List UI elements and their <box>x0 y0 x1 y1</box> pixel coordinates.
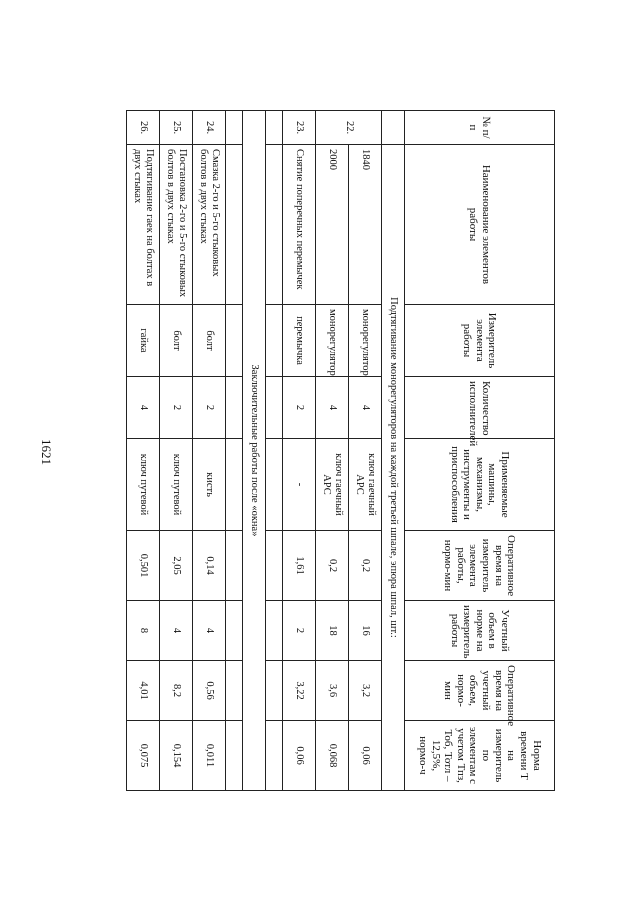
row-volume: 8 <box>127 601 160 661</box>
row-unit: болт <box>193 305 226 377</box>
row-workers: 4 <box>316 377 349 439</box>
row-name: Подтягивание гаек на болтах в двух стыках <box>127 145 160 305</box>
row-workers: 2 <box>283 377 316 439</box>
row-norm: 0,06 <box>349 721 382 791</box>
row-tools: кисть <box>193 439 226 531</box>
row-number: 26. <box>127 111 160 145</box>
spacer-row <box>226 111 243 791</box>
table-row <box>127 111 160 791</box>
row-norm: 0,06 <box>283 721 316 791</box>
row-volume: 4 <box>193 601 226 661</box>
row-unit: монорегулятор <box>349 305 382 377</box>
row-op-total: 3,22 <box>283 661 316 721</box>
row-op-total: 4,01 <box>127 661 160 721</box>
header-op-time: Оперативное время на измеритель элемента работы, нормо-мин <box>405 531 555 601</box>
row-tools: ключ путевой <box>127 439 160 531</box>
row-number: 22. <box>316 111 382 145</box>
table-row <box>316 111 349 791</box>
table-header-row <box>405 111 555 791</box>
row-volume: 18 <box>316 601 349 661</box>
row-norm: 0,154 <box>160 721 193 791</box>
row-name: Снятие поперечных перемычек <box>283 145 316 305</box>
row-name: 2000 <box>316 145 349 305</box>
row-tools: ключ гаечный АРС <box>316 439 349 531</box>
row-op-total: 3,6 <box>316 661 349 721</box>
row-unit: болт <box>160 305 193 377</box>
row-tools: - <box>283 439 316 531</box>
table-row <box>160 111 193 791</box>
header-element-name: Наименование элементов работы <box>405 145 555 305</box>
header-op-total: Оперативное время на учетный объем, нормо-мин <box>405 661 555 721</box>
row-name: 1840 <box>349 145 382 305</box>
row-op-time: 0,2 <box>316 531 349 601</box>
row-op-total: 8,2 <box>160 661 193 721</box>
row-workers: 4 <box>127 377 160 439</box>
row-tools: ключ путевой <box>160 439 193 531</box>
row-name: Смазка 2-го и 5-го стыковых болтов в двух стыках <box>193 145 226 305</box>
row-volume: 4 <box>160 601 193 661</box>
header-number: № п/п <box>405 111 555 145</box>
row-volume: 16 <box>349 601 382 661</box>
row-unit: монорегулятор <box>316 305 349 377</box>
row-workers: 4 <box>349 377 382 439</box>
row-number: 25. <box>160 111 193 145</box>
row-op-time: 0,2 <box>349 531 382 601</box>
section-row <box>382 111 405 791</box>
row-op-time: 1,61 <box>283 531 316 601</box>
row-unit: перемычка <box>283 305 316 377</box>
table-row <box>349 111 382 791</box>
header-volume: Учетный объем в норме на измеритель работы <box>405 601 555 661</box>
section-row <box>243 111 266 791</box>
row-name: Постановка 2-го и 5-го стыковых болтов в двух стыках <box>160 145 193 305</box>
row-norm: 0,068 <box>316 721 349 791</box>
header-tools: Применяемые машины, механизмы, инструменты и приспособления <box>405 439 555 531</box>
header-unit: Измеритель элемента работы <box>405 305 555 377</box>
row-op-total: 3,2 <box>349 661 382 721</box>
row-number: 24. <box>193 111 226 145</box>
page-number: 1621 <box>39 439 54 465</box>
row-number: 23. <box>283 111 316 145</box>
spacer-row <box>266 111 283 791</box>
row-workers: 2 <box>193 377 226 439</box>
row-tools: ключ гаечный АРС <box>349 439 382 531</box>
row-workers: 2 <box>160 377 193 439</box>
header-workers: Количество исполнителей <box>405 377 555 439</box>
row-op-time: 0,501 <box>127 531 160 601</box>
row-unit: гайка <box>127 305 160 377</box>
row-op-total: 0,56 <box>193 661 226 721</box>
norms-table <box>126 110 555 791</box>
section-title: Заключительные работы после «окна» <box>243 111 266 791</box>
table-row <box>193 111 226 791</box>
header-norm: Норма времени Т на измеритель по элементам с учетом Тпз, Тоб, Тотл – 12,5%, нормо-ч <box>405 721 555 791</box>
row-norm: 0,011 <box>193 721 226 791</box>
table-row <box>283 111 316 791</box>
norms-table-sheet <box>132 110 555 790</box>
section-title: Подтягивание монорегуляторов на каждой третьей шпале, эпюра шпал, шт.: <box>382 145 405 791</box>
row-op-time: 2,05 <box>160 531 193 601</box>
row-norm: 0,075 <box>127 721 160 791</box>
row-volume: 2 <box>283 601 316 661</box>
row-op-time: 0,14 <box>193 531 226 601</box>
